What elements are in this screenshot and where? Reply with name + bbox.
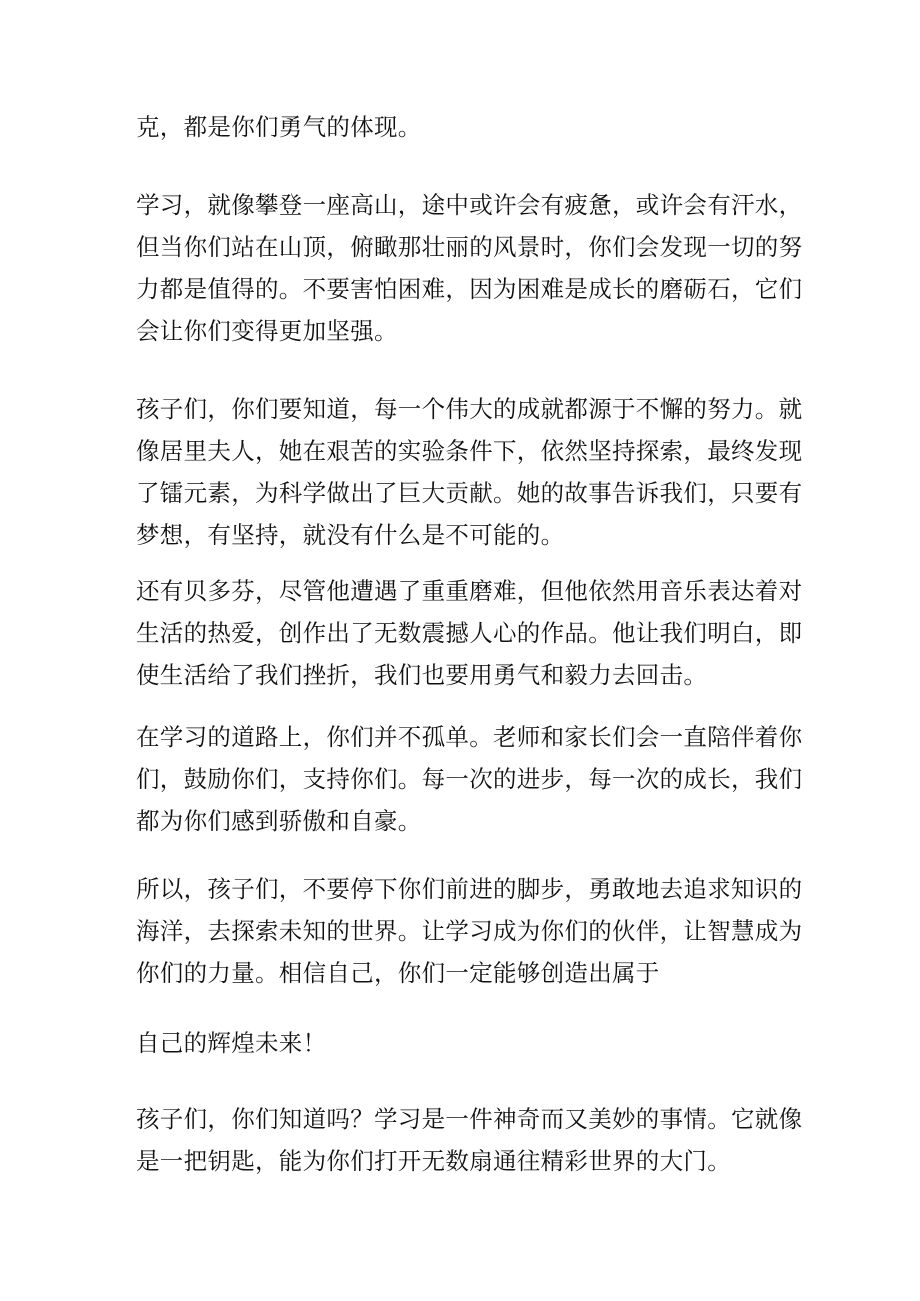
paragraph-8 (136, 1098, 803, 1182)
paragraph-1 (136, 106, 788, 148)
text-line: 会让你们变得更加坚强。 (136, 317, 398, 345)
paragraph-4 (136, 570, 803, 696)
text-line: 所以，孩子们，不要停下你们前进的脚步，勇敢地去追求知识的 (136, 875, 803, 903)
text-line: 力都是值得的。不要害怕困难，因为困难是成长的磨砺石，它们 (136, 275, 803, 303)
text-line: 生活的热爱，创作出了无数震撼人心的作品。他让我们明白，即 (136, 619, 803, 647)
text-line: 还有贝多芬，尽管他遭遇了重重磨难，但他依然用音乐表达着对 (136, 577, 803, 605)
text-line: 都为你们感到骄傲和自豪。 (136, 807, 422, 835)
text-line: 克，都是你们勇气的体现。 (136, 113, 422, 141)
text-line: 在学习的道路上，你们并不孤单。老师和家长们会一直陪伴着你 (136, 723, 803, 751)
paragraph-5 (136, 716, 803, 842)
text-line: 但当你们站在山顶，俯瞰那壮丽的风景时，你们会发现一切的努 (136, 233, 803, 261)
text-line: 使生活给了我们挫折，我们也要用勇气和毅力去回击。 (136, 661, 708, 689)
text-line: 像居里夫人，她在艰苦的实验条件下，依然坚持探索，最终发现 (136, 437, 803, 465)
paragraph-7 (136, 1022, 788, 1064)
text-line: 孩子们，你们知道吗？学习是一件神奇而又美妙的事情。它就像 (136, 1105, 803, 1133)
text-line: 学习，就像攀登一座高山，途中或许会有疲惫，或许会有汗水， (136, 191, 803, 219)
text-line: 海洋，去探索未知的世界。让学习成为你们的伙伴，让智慧成为 (136, 917, 803, 945)
text-line: 是一把钥匙，能为你们打开无数扇通往精彩世界的大门。 (136, 1147, 731, 1175)
text-line: 孩子们，你们要知道，每一个伟大的成就都源于不懈的努力。就 (136, 395, 803, 423)
text-line: 梦想，有坚持，就没有什么是不可能的。 (136, 521, 565, 549)
paragraph-6 (136, 868, 803, 994)
text-line: 们，鼓励你们，支持你们。每一次的进步，每一次的成长，我们 (136, 765, 803, 793)
paragraph-2 (136, 184, 803, 352)
text-line: 自己的辉煌未来！ (136, 1029, 327, 1057)
text-line: 你们的力量。相信自己，你们一定能够创造出属于 (136, 959, 660, 987)
paragraph-3 (136, 388, 803, 556)
text-line: 了镭元素，为科学做出了巨大贡献。她的故事告诉我们，只要有 (136, 479, 803, 507)
